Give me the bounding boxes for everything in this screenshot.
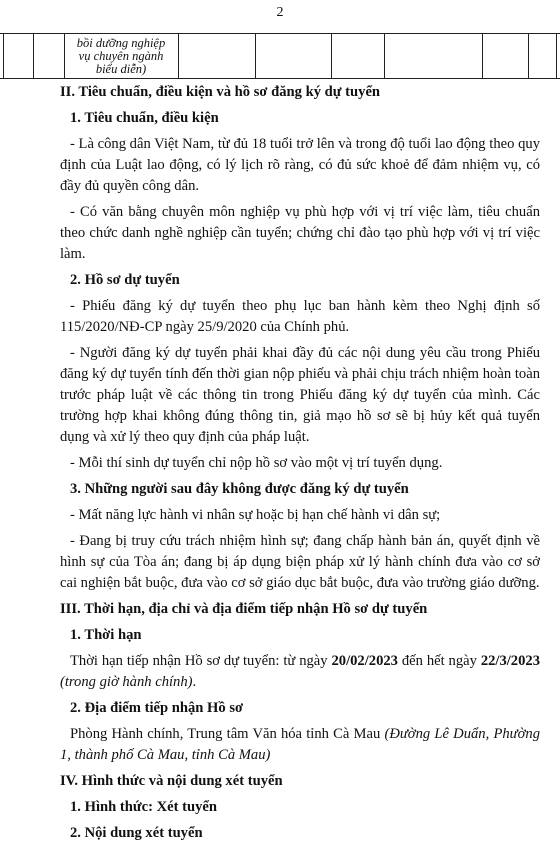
paragraph: - Phiếu đăng ký dự tuyển theo phụ lục ban hành kèm theo Nghị định số 115/2020/NĐ-CP ngày 25/9/2020 của Chính phủ. bbox=[60, 298, 540, 335]
section-heading: II. Tiêu chuẩn, điều kiện và hồ sơ đăng ký dự tuyển bbox=[60, 84, 381, 100]
table-column-line bbox=[64, 34, 65, 78]
paragraph: - Là công dân Việt Nam, từ đủ 18 tuổi trở lên và trong độ tuổi lao động theo quy định của Luật lao động, có lý lịch rõ ràng, có đủ sức khoẻ để đảm nhiệm vụ, có đầy đủ quyền công dân. bbox=[60, 136, 540, 194]
deadline-text: . bbox=[192, 674, 197, 690]
paragraph bbox=[60, 724, 540, 766]
document-body bbox=[60, 82, 540, 844]
section-heading: IV. Hình thức và nội dung xét tuyển bbox=[60, 773, 283, 789]
table-column-line bbox=[528, 34, 529, 78]
table-column-line bbox=[482, 34, 483, 78]
table-column-line bbox=[255, 34, 256, 78]
table-cell-line: vụ chuyên ngành bbox=[78, 49, 164, 63]
table-column-line bbox=[178, 34, 179, 78]
subsection-heading: 1. Hình thức: Xét tuyển bbox=[70, 799, 217, 815]
paragraph: - Mỗi thí sinh dự tuyển chỉ nộp hồ sơ vào một vị trí tuyển dụng. bbox=[70, 455, 443, 471]
table-cell-line: biểu diễn) bbox=[95, 62, 147, 76]
section-heading: III. Thời hạn, địa chỉ và địa điểm tiếp nhận Hồ sơ dự tuyển bbox=[60, 601, 428, 617]
table-cell-line: bồi dưỡng nghiệp bbox=[76, 36, 166, 50]
deadline-text: Thời hạn tiếp nhận Hồ sơ dự tuyển: từ ngày bbox=[70, 653, 332, 669]
table-fragment bbox=[0, 33, 560, 79]
location-text: Phòng Hành chính, Trung tâm Văn hóa tỉnh Cà Mau bbox=[70, 726, 385, 742]
table-cell-text bbox=[67, 37, 175, 76]
paragraph: - Đang bị truy cứu trách nhiệm hình sự; đang chấp hành bản án, quyết định về hình sự của Tòa án; đang bị áp dụng biện pháp xử lý hành chính đưa vào cơ sở cai nghiện bắt buộc, đưa vào cơ sở giáo dục bắt buộc, đưa vào trường giáo dưỡng. bbox=[60, 533, 540, 591]
deadline-text: đến hết ngày bbox=[397, 653, 481, 669]
end-date: 22/3/2023 bbox=[480, 653, 540, 669]
paragraph bbox=[60, 651, 540, 693]
start-date: 20/02/2023 bbox=[331, 653, 398, 669]
paragraph: - Có văn bằng chuyên môn nghiệp vụ phù hợp với vị trí việc làm, tiêu chuẩn theo chức danh nghề nghiệp cần tuyển; chứng chỉ đào tạo phù hợp với vị trí việc làm. bbox=[60, 204, 540, 262]
subsection-heading: 2. Hồ sơ dự tuyển bbox=[70, 272, 180, 288]
subsection-heading: 1. Thời hạn bbox=[70, 627, 142, 643]
address-text: (Đường Lê Duẩn, Phường 1, thành phố Cà Mau, tỉnh Cà Mau) bbox=[60, 726, 540, 763]
paragraph: - Người đăng ký dự tuyển phải khai đầy đủ các nội dung yêu cầu trong Phiếu đăng ký dự tuyển tính đến thời gian nộp phiếu và phải chịu trách nhiệm hoàn toàn trước pháp luật về các thông tin trong Phiếu đăng ký dự tuyển của mình. Các trường hợp khai không đúng thông tin, giả mạo hồ sơ sẽ bị hủy kết quả tuyển dụng và xử lý theo quy định của pháp luật. bbox=[60, 345, 540, 445]
table-column-line bbox=[3, 34, 4, 78]
table-column-line bbox=[331, 34, 332, 78]
table-column-line bbox=[556, 34, 557, 78]
subsection-heading: 2. Nội dung xét tuyển bbox=[70, 825, 203, 841]
subsection-heading: 2. Địa điểm tiếp nhận Hồ sơ bbox=[70, 700, 244, 716]
table-column-line bbox=[33, 34, 34, 78]
subsection-heading: 3. Những người sau đây không được đăng ký dự tuyển bbox=[70, 481, 409, 497]
paragraph: - Mất năng lực hành vi nhân sự hoặc bị hạn chế hành vi dân sự; bbox=[70, 507, 441, 523]
subsection-heading: 1. Tiêu chuẩn, điều kiện bbox=[70, 110, 219, 126]
office-hours-note: (trong giờ hành chính) bbox=[60, 674, 193, 690]
page-number: 2 bbox=[276, 5, 284, 20]
table-column-line bbox=[384, 34, 385, 78]
